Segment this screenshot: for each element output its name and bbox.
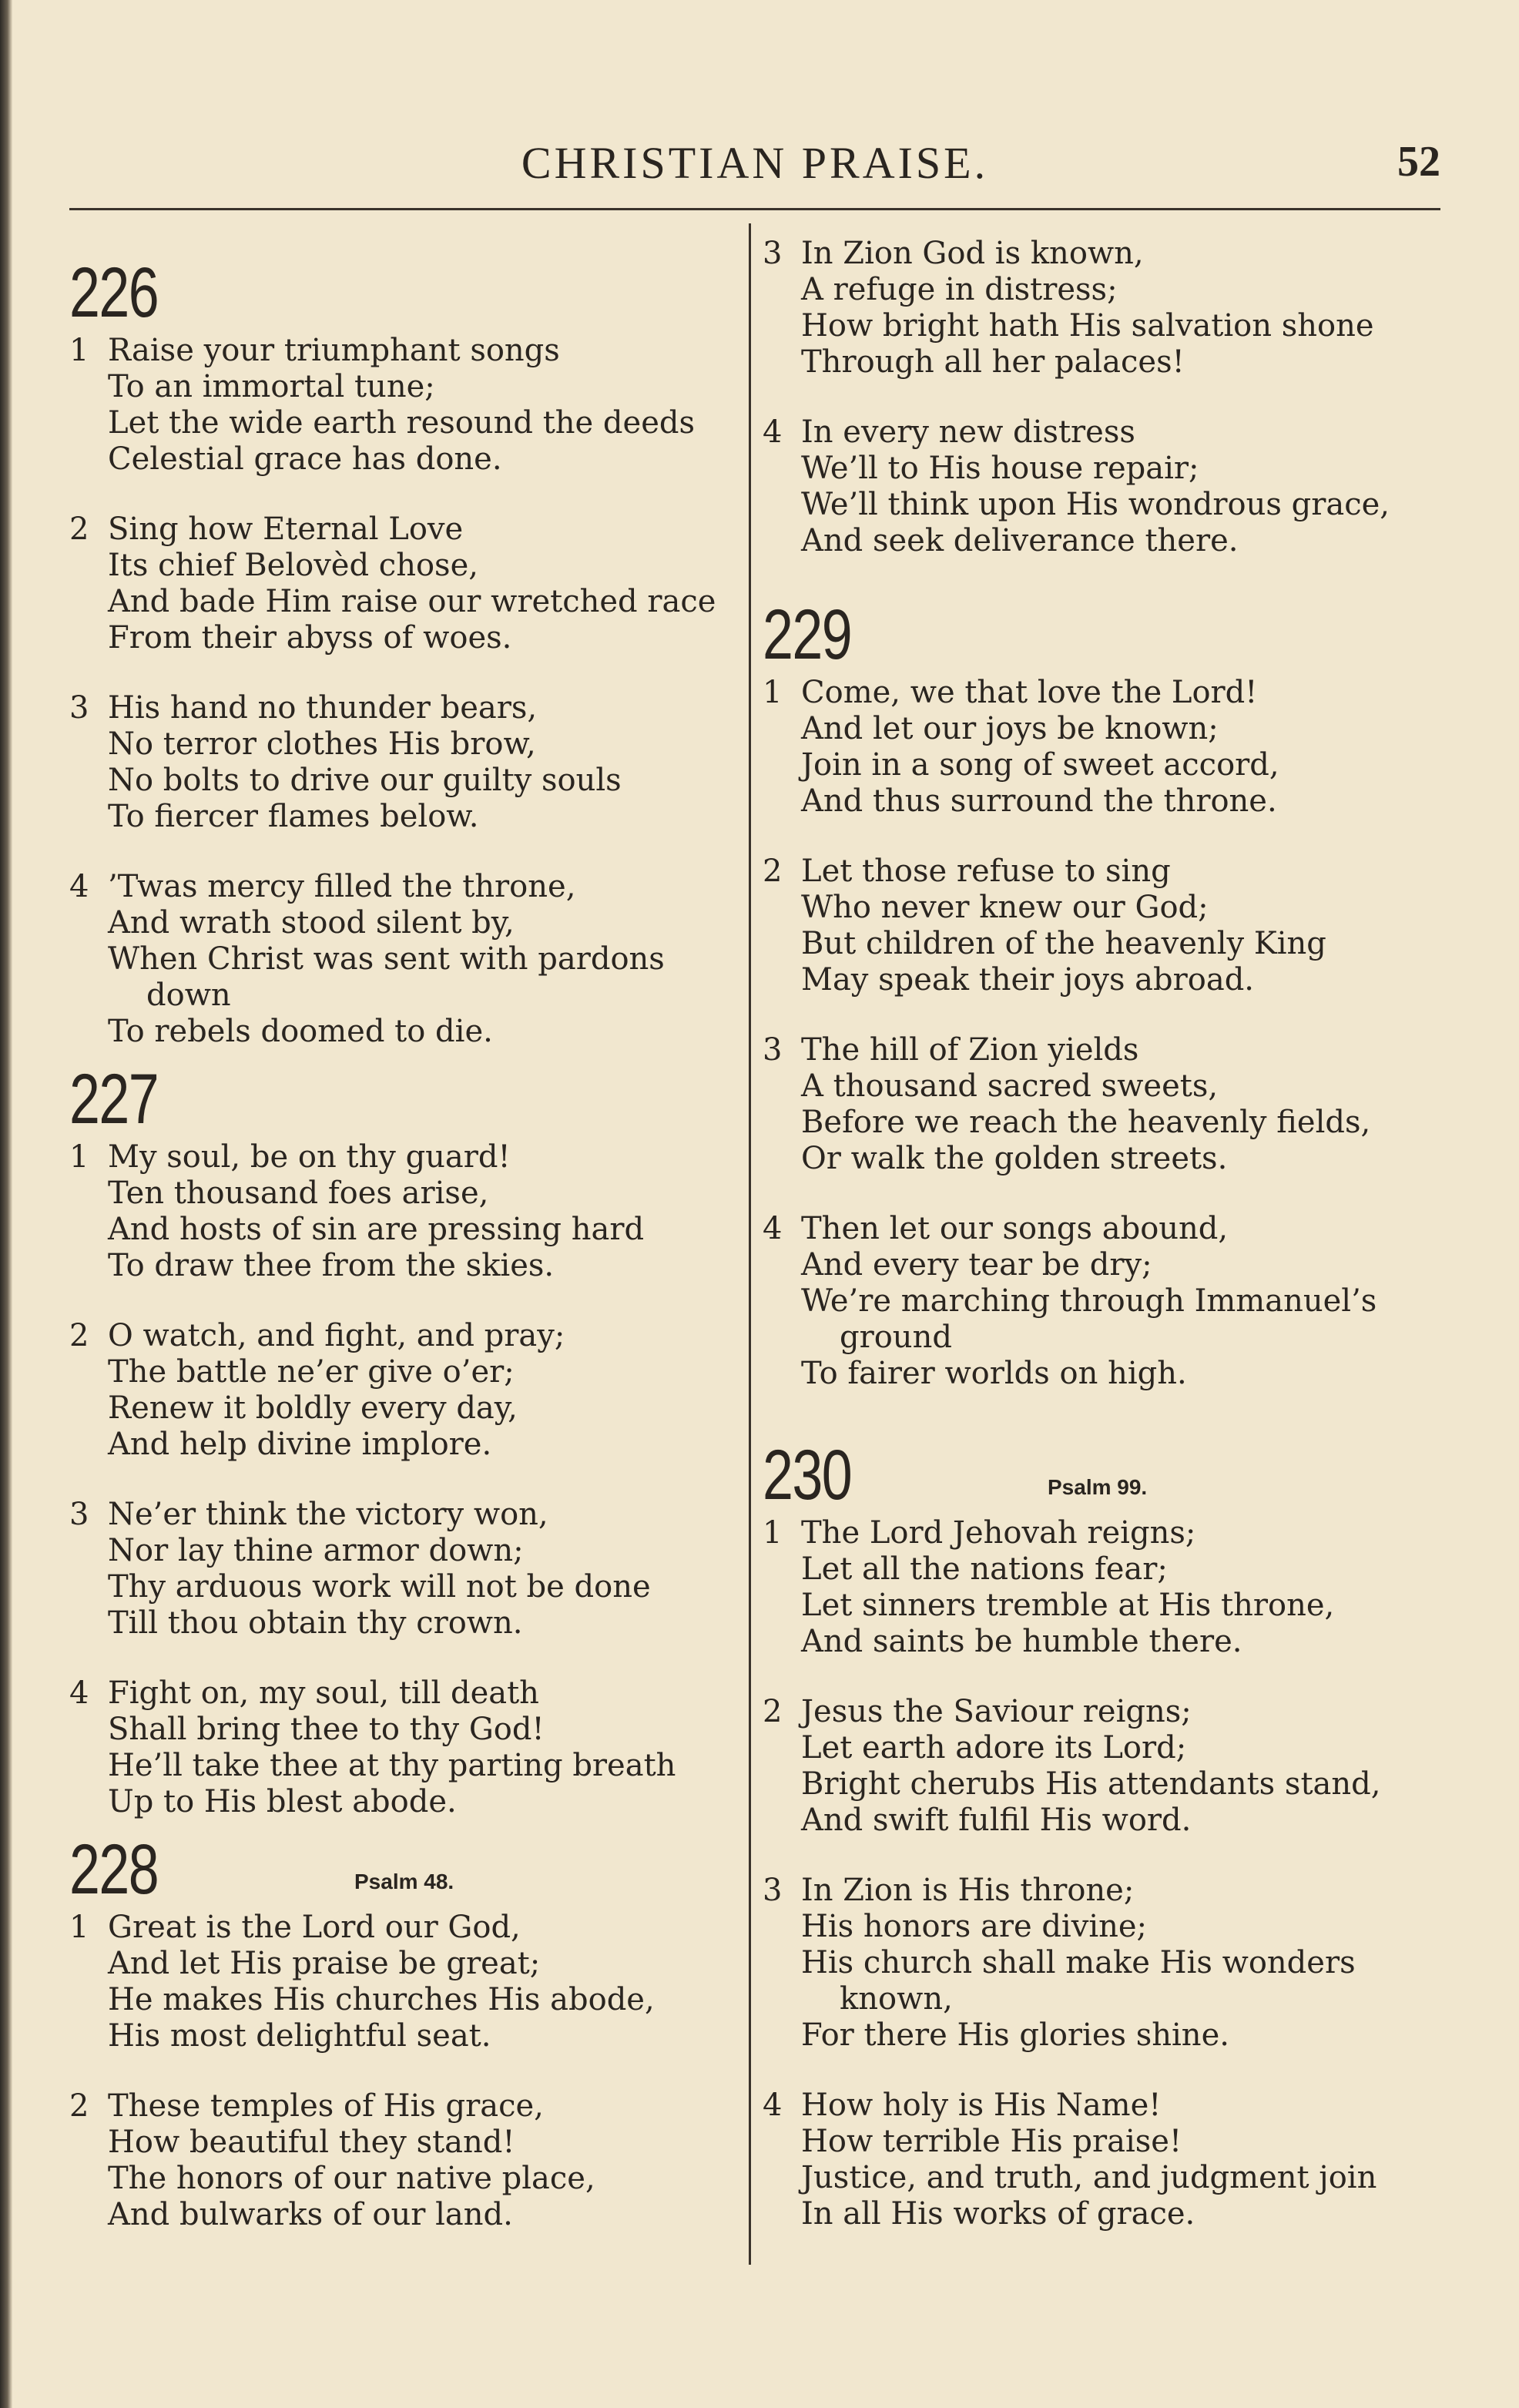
- verse-line: Bright cherubs His attendants stand,: [801, 1766, 1381, 1802]
- verse-line: Through all her palaces!: [801, 344, 1185, 380]
- verse-line: Ne’er think the victory won,: [108, 1497, 548, 1532]
- verse-line: To draw thee from the skies.: [108, 1248, 555, 1283]
- stanza-number: 3: [763, 1873, 783, 1908]
- verse-line: And seek deliverance there.: [801, 523, 1239, 558]
- verse-line: And thus surround the throne.: [801, 783, 1277, 819]
- verse-line: And wrath stood silent by,: [108, 905, 515, 941]
- verse-line: His honors are divine;: [801, 1909, 1148, 1944]
- verse-line: We’ll to His house repair;: [801, 451, 1199, 486]
- stanza: [763, 854, 1448, 998]
- verse-line: Shall bring thee to thy God!: [108, 1712, 545, 1747]
- stanza-number: 1: [69, 1139, 89, 1175]
- page-number: 52: [1397, 138, 1440, 186]
- verse-line: To an immortal tune;: [108, 369, 435, 404]
- verse-line: His church shall make His wonders: [801, 1945, 1356, 1980]
- verse-line: And help divine implore.: [108, 1427, 492, 1462]
- page-binding-edge: [0, 0, 12, 2408]
- stanza: [69, 1139, 747, 1284]
- hymn-229: [763, 559, 1448, 1392]
- verse-line: Great is the Lord our God,: [108, 1910, 521, 1945]
- verse-line: Celestial grace has done.: [108, 441, 502, 477]
- verse-line: Justice, and truth, and judgment join: [801, 2160, 1377, 2195]
- verse-line: Who never knew our God;: [801, 890, 1209, 925]
- stanza: [69, 1910, 747, 2054]
- hymn-number: 229: [763, 595, 852, 674]
- header-rule: [69, 208, 1440, 210]
- verse-line: To rebels doomed to die.: [108, 1014, 493, 1049]
- hymn-226: [69, 225, 747, 1050]
- verse-line: His most delightful seat.: [108, 2018, 491, 2054]
- verse-line: And let our joys be known;: [801, 711, 1219, 746]
- verse-line: The hill of Zion yields: [801, 1032, 1139, 1068]
- verse-line-continuation: down: [146, 978, 231, 1013]
- verse-line: The honors of our native place,: [108, 2161, 595, 2196]
- stanza: [69, 690, 747, 835]
- verse-line: A thousand sacred sweets,: [801, 1068, 1219, 1104]
- verse-line: And saints be humble there.: [801, 1624, 1242, 1659]
- verse-line: The battle ne’er give o’er;: [108, 1354, 515, 1390]
- column-divider: [749, 223, 751, 2265]
- left-column: [69, 225, 747, 2233]
- verse-line: Thy arduous work will not be done: [108, 1569, 651, 1605]
- verse-line: In Zion is His throne;: [801, 1873, 1135, 1908]
- stanza-number: 1: [763, 675, 783, 710]
- verse-line: Its chief Belovèd chose,: [108, 548, 478, 583]
- verse-line: How bright hath His salvation shone: [801, 308, 1374, 344]
- stanza: [763, 1515, 1448, 1660]
- verse-line: My soul, be on thy guard!: [108, 1139, 511, 1175]
- verse-line: When Christ was sent with pardons: [108, 941, 665, 977]
- verse-line: Let those refuse to sing: [801, 854, 1171, 889]
- stanza: [763, 1032, 1448, 1177]
- verse-line: Renew it boldly every day,: [108, 1390, 518, 1426]
- verse-line: The Lord Jehovah reigns;: [801, 1515, 1196, 1551]
- stanza-number: 4: [763, 1211, 783, 1246]
- stanza: [69, 1675, 747, 1820]
- verse-line: Sing how Eternal Love: [108, 511, 464, 547]
- stanza: [763, 1211, 1448, 1392]
- verse-line: He makes His churches His abode,: [108, 1982, 655, 2017]
- hymn-number: 226: [69, 253, 159, 332]
- verse-line: Come, we that love the Lord!: [801, 675, 1258, 710]
- verse-line: Nor lay thine armor down;: [108, 1533, 524, 1568]
- verse-line: In all His works of grace.: [801, 2196, 1195, 2232]
- stanza: [69, 2088, 747, 2233]
- stanza: [763, 2088, 1448, 2232]
- hymn-number: 228: [69, 1830, 159, 1909]
- stanza-number: 2: [763, 1694, 783, 1729]
- stanza-number: 4: [69, 1675, 89, 1711]
- stanza: [69, 869, 747, 1050]
- verse-line: How terrible His praise!: [801, 2124, 1182, 2159]
- verse-line: To fiercer flames below.: [108, 799, 479, 834]
- stanza-number: 3: [69, 690, 89, 726]
- verse-line: Or walk the golden streets.: [801, 1141, 1228, 1176]
- verse-line: A refuge in distress;: [801, 272, 1118, 307]
- verse-line: And hosts of sin are pressing hard: [108, 1212, 645, 1247]
- hymn-228: [69, 1820, 747, 2233]
- verse-line: We’re marching through Immanuel’s: [801, 1283, 1377, 1319]
- verse-line: And let His praise be great;: [108, 1946, 541, 1981]
- verse-line: In every new distress: [801, 414, 1135, 450]
- stanza: [763, 1694, 1448, 1839]
- verse-line-continuation: known,: [840, 1981, 953, 2017]
- verse-line: To fairer worlds on high.: [801, 1356, 1187, 1391]
- stanza: [69, 333, 747, 478]
- stanza-number: 1: [69, 1910, 89, 1945]
- verse-line: Let earth adore its Lord;: [801, 1730, 1187, 1766]
- verse-line: Up to His blest abode.: [108, 1784, 457, 1819]
- verse-line: For there His glories shine.: [801, 2017, 1229, 2053]
- verse-line: May speak their joys abroad.: [801, 962, 1255, 998]
- verse-line-continuation: ground: [840, 1320, 952, 1355]
- hymn-number: 230: [763, 1436, 852, 1514]
- stanza: [763, 414, 1448, 559]
- verse-line: Jesus the Saviour reigns;: [801, 1694, 1192, 1729]
- verse-line: Let all the nations fear;: [801, 1551, 1168, 1587]
- verse-line: Then let our songs abound,: [801, 1211, 1229, 1246]
- verse-line: Let the wide earth resound the deeds: [108, 405, 696, 441]
- psalm-reference: Psalm 48.: [354, 1870, 454, 1893]
- psalm-reference: Psalm 99.: [1048, 1475, 1148, 1499]
- hymn-227: [69, 1050, 747, 1820]
- stanza: [69, 1318, 747, 1463]
- stanza-number: 4: [763, 414, 783, 450]
- verse-line: In Zion God is known,: [801, 236, 1144, 271]
- page-header: [69, 137, 1440, 199]
- verse-line: But children of the heavenly King: [801, 926, 1326, 961]
- right-column: [763, 236, 1448, 2232]
- verse-line: How beautiful they stand!: [108, 2125, 515, 2160]
- verse-line: ’Twas mercy filled the throne,: [108, 869, 576, 904]
- verse-line: And bulwarks of our land.: [108, 2197, 513, 2232]
- verse-line: He’ll take thee at thy parting breath: [108, 1748, 676, 1783]
- verse-line: No bolts to drive our guilty souls: [108, 763, 622, 798]
- stanza-number: 3: [763, 1032, 783, 1068]
- stanza: [69, 511, 747, 656]
- stanza-number: 1: [69, 333, 89, 368]
- verse-line: Before we reach the heavenly fields,: [801, 1105, 1371, 1140]
- verse-line: And every tear be dry;: [801, 1247, 1152, 1283]
- verse-line: These temples of His grace,: [108, 2088, 544, 2124]
- stanza-number: 3: [763, 236, 783, 271]
- stanza: [69, 1497, 747, 1642]
- stanza-number: 2: [763, 854, 783, 889]
- stanza: [763, 236, 1448, 381]
- verse-line: We’ll think upon His wondrous grace,: [801, 487, 1390, 522]
- verse-line: Join in a song of sweet accord,: [801, 747, 1279, 783]
- verse-line: From their abyss of woes.: [108, 620, 512, 656]
- hymn-228-continued: [763, 236, 1448, 559]
- stanza-number: 2: [69, 511, 89, 547]
- verse-line: O watch, and fight, and pray;: [108, 1318, 565, 1353]
- verse-line: No terror clothes His brow,: [108, 726, 536, 762]
- verse-line: How holy is His Name!: [801, 2088, 1162, 2123]
- verse-line: His hand no thunder bears,: [108, 690, 538, 726]
- stanza-number: 4: [69, 869, 89, 904]
- stanza-number: 1: [763, 1515, 783, 1551]
- verse-line: Ten thousand foes arise,: [108, 1175, 489, 1211]
- verse-line: And swift fulfil His word.: [801, 1803, 1192, 1838]
- verse-line: Fight on, my soul, till death: [108, 1675, 539, 1711]
- verse-line: And bade Him raise our wretched race: [108, 584, 716, 619]
- stanza-number: 3: [69, 1497, 89, 1532]
- running-title: CHRISTIAN PRAISE.: [521, 138, 989, 188]
- verse-line: Let sinners tremble at His throne,: [801, 1588, 1335, 1623]
- hymn-number: 227: [69, 1060, 159, 1139]
- hymn-230: [763, 1392, 1448, 2232]
- verse-line: Raise your triumphant songs: [108, 333, 560, 368]
- stanza-number: 2: [69, 1318, 89, 1353]
- stanza: [763, 675, 1448, 820]
- verse-line: Till thou obtain thy crown.: [108, 1605, 523, 1641]
- stanza: [763, 1873, 1448, 2054]
- stanza-number: 2: [69, 2088, 89, 2124]
- stanza-number: 4: [763, 2088, 783, 2123]
